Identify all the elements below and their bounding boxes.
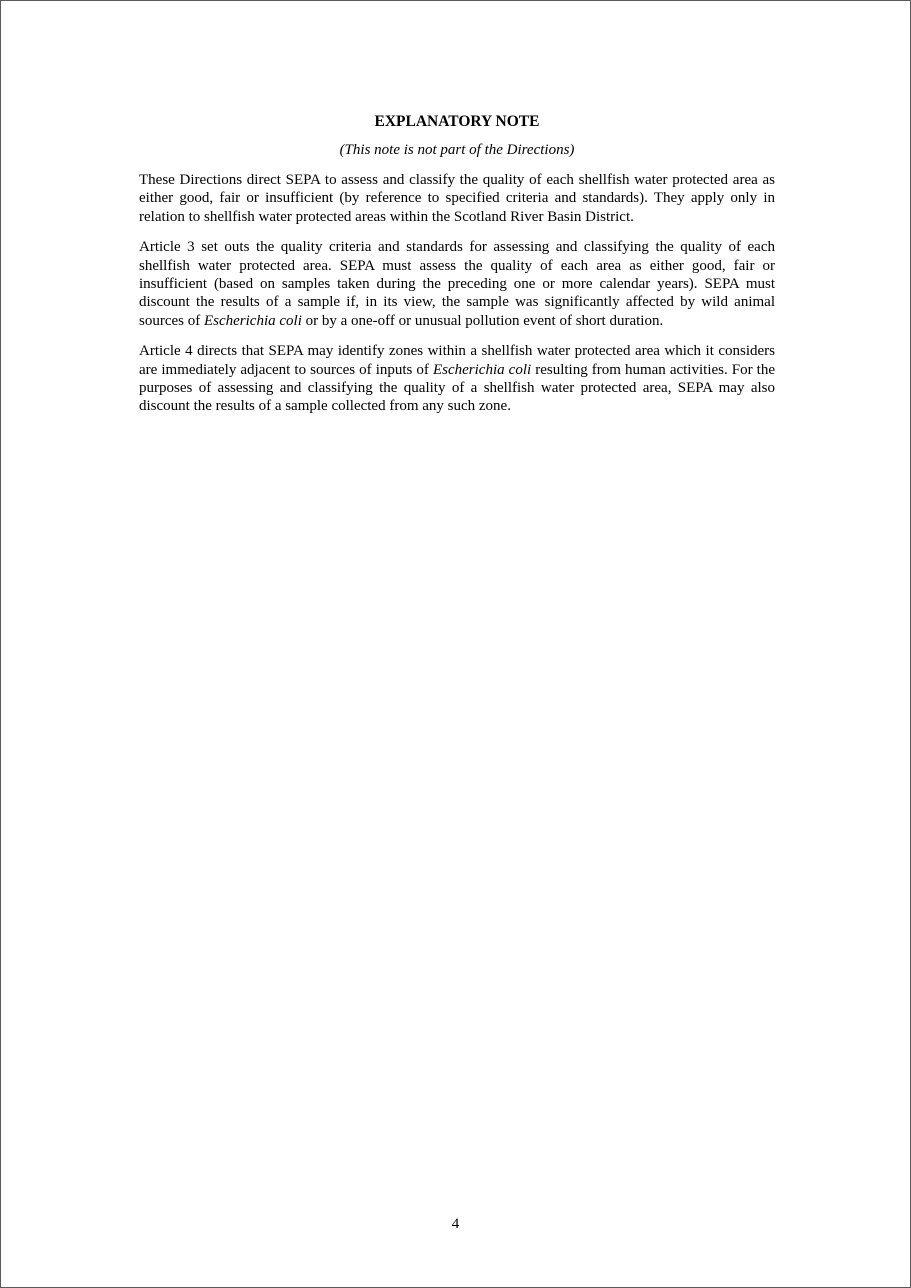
page-subtitle: (This note is not part of the Directions) <box>339 142 575 158</box>
paragraph-3-text-a: Article 4 directs that SEPA may identify zones within a shellfish water protected area which it considers are immediately adjacent to sources of inputs of <box>139 343 775 378</box>
paragraph-2-text-a: Article 3 set outs the quality criteria and standards for assessing and classifying the quality of each shellfish water protected area. SEPA must assess the quality of each area as either good, fair or insufficient (based on samples taken during the preceding one or more calendar years). SEPA must discount the results of a sample if, in its view, the sample was significantly affected by wild animal sources of <box>139 239 775 329</box>
document-body <box>139 113 775 428</box>
paragraph-1-text: These Directions direct SEPA to assess and classify the quality of each shellfish water protected area as either good, fair or insufficient (by reference to specified criteria and standards). They apply only in relation to shellfish water protected areas within the Scotland River Basin District. <box>139 172 775 225</box>
paragraph-3-species-name: Escherichia coli <box>432 361 532 378</box>
paragraph-3 <box>139 342 775 416</box>
page-title: EXPLANATORY NOTE <box>374 113 540 130</box>
paragraph-2-species-name: Escherichia coli <box>203 312 302 329</box>
paragraph-3-text-b: resulting from human activities. For the purposes of assessing and classifying the quality of a shellfish water protected area, SEPA may also discount the results of a sample collected from any such zone. <box>139 361 775 415</box>
page-number: 4 <box>451 1216 460 1232</box>
paragraph-2 <box>139 238 775 330</box>
paragraph-2-text-b: or by a one-off or unusual pollution event of short duration. <box>301 312 664 329</box>
paragraph-1 <box>139 171 775 226</box>
